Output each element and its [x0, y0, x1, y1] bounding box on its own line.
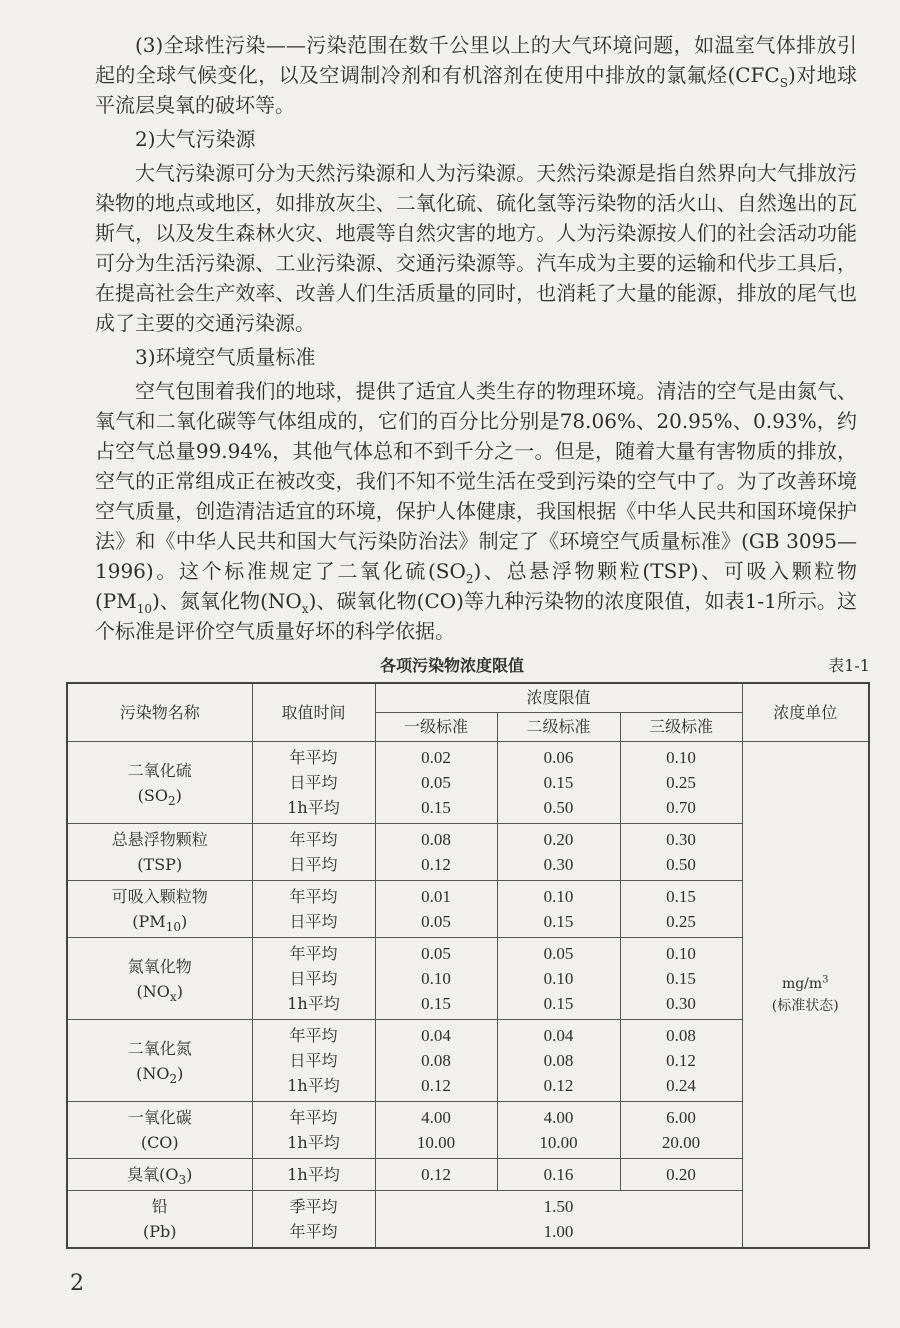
grade-g1-cell [375, 1102, 497, 1159]
limit-value: 6.00 [666, 1108, 696, 1127]
averaging-time: 日平均 [289, 912, 338, 931]
pollutant-name-cell [67, 742, 252, 824]
pollutant-name: 铅 [151, 1197, 168, 1216]
paragraph-pollution-sources: 大气污染源可分为天然污染源和人为污染源。天然污染源是指自然界向大气排放污染物的地点或地区，如排放灰尘、二氧化硫、硫化氢等污染物的活火山、自然逸出的瓦斯气，以及发生森林火灾、地震等自然灾害的地方。人为污染源按人们的社会活动功能可分为生活污染源、工业污染源、交通污染源等。汽车成为主要的运输和代步工具后，在提高社会生产效率、改善人们生活质量的同时，也消耗了大量的能源，排放的尾气也成了主要的交通污染源。 [95, 161, 857, 335]
superscript: 3 [822, 973, 829, 985]
limit-value: 0.70 [666, 798, 696, 817]
limit-value: 0.12 [421, 855, 451, 874]
averaging-time: 年平均 [289, 830, 338, 849]
paragraph-global-pollution [95, 30, 857, 120]
table-number: 表1-1 [828, 656, 870, 675]
limit-value: 0.20 [666, 1165, 696, 1184]
grade-g1-cell [375, 742, 497, 824]
pollutant-name-cell [67, 938, 252, 1020]
averaging-time: 季平均 [289, 1197, 338, 1216]
averaging-time-cell [252, 1191, 375, 1249]
grade-g2-cell [497, 1102, 620, 1159]
limit-value: 0.05 [421, 944, 451, 963]
limit-value: 0.12 [666, 1051, 696, 1070]
header-name: 污染物名称 [67, 683, 252, 742]
pollutant-formula: $(NO_2)$ [136, 1063, 184, 1086]
averaging-time: 年平均 [289, 1222, 338, 1241]
grade-g3-cell [620, 824, 742, 881]
formula-text: PM [138, 912, 166, 931]
subscript: 2 [169, 1071, 178, 1086]
limit-value: 0.15 [666, 887, 696, 906]
formula-text: CO [147, 1133, 173, 1152]
subscript: 10 [165, 920, 181, 935]
text: 空气包围着我们的地球，提供了适宜人类生存的物理环境。清洁的空气是由氮气、氧气和二氧化碳等气体组成的，它们的百分比分别是78.06%、20.95%、0.93%，约占空气总量99.94%，其他气体总和不到千分之一。但是，随着大量有害物质的排放，空气的正常组成正在被改变，我们不知不觉生活在受到污染的空气中了。为了改善环境空气质量，创造清洁适宜的环境，保护人体健康，我国根据《中华人民共和国环境保护法》和《中华人民共和国大气污染防治法》制定了《环境空气质量标准》(GB 3095—1996)。这个标准规定了二氧化硫(SO [95, 379, 857, 583]
averaging-time-cell [252, 1159, 375, 1191]
averaging-time: 1h平均 [287, 994, 340, 1013]
pollutant-formula: $(NO_x)$ [136, 981, 183, 1004]
limit-value: 0.10 [543, 969, 574, 988]
grade-g2-cell [497, 824, 620, 881]
pollutant-formula: (TSP) [137, 855, 183, 874]
unit-note: (标准状态) [771, 997, 839, 1014]
limit-value: 0.10 [666, 944, 696, 963]
formula-text: TSP [143, 855, 176, 874]
averaging-time: 年平均 [289, 887, 338, 906]
grade-g3-cell [620, 1102, 742, 1159]
limit-value: 0.04 [421, 1026, 451, 1045]
section-heading-air-quality-standard: 3)环境空气质量标准 [135, 345, 316, 369]
pollutant-name: 氮氧化物 [127, 956, 192, 976]
pollutant-name-cell [67, 881, 252, 938]
limit-value: 0.15 [543, 994, 574, 1013]
pollutant-limits-table [66, 682, 870, 1249]
pollutant-name: 一氧化碳 [127, 1108, 192, 1127]
limit-value: 0.08 [543, 1051, 574, 1070]
grade-g2-cell [497, 742, 620, 824]
limit-value: 0.30 [666, 994, 696, 1013]
averaging-time-cell [252, 1102, 375, 1159]
limit-value: 0.08 [421, 1051, 451, 1070]
pollutant-formula: (Pb) [142, 1222, 177, 1241]
subscript: 3 [178, 1173, 187, 1188]
limit-value: 0.25 [666, 912, 696, 931]
limit-value: 0.50 [543, 798, 574, 817]
text: )、氮氧化物(NO [152, 589, 302, 613]
grade-g1-cell [375, 1159, 497, 1191]
page-number: 2 [70, 1271, 84, 1296]
limit-value: 0.15 [543, 773, 574, 792]
subscript: 2 [465, 572, 474, 586]
table-title: 各项污染物浓度限值 [380, 656, 525, 675]
limit-value: 0.30 [543, 855, 574, 874]
unit-value [743, 973, 869, 995]
pollutant-name: 可吸入颗粒物 [111, 887, 208, 906]
grade-g1-cell [375, 881, 497, 938]
averaging-time-cell [252, 1020, 375, 1102]
averaging-time-cell [252, 938, 375, 1020]
averaging-time-cell [252, 881, 375, 938]
subscript: S [779, 76, 788, 90]
limit-value: 0.08 [421, 830, 451, 849]
limit-value: 0.15 [543, 912, 574, 931]
pollutant-name: 总悬浮物颗粒 [111, 830, 208, 849]
grade-g3-cell [620, 881, 742, 938]
unit-cell [742, 742, 869, 1249]
grade-g2-cell [497, 1159, 620, 1191]
limit-value: 4.00 [543, 1108, 574, 1127]
pollutant-name-cell [67, 1020, 252, 1102]
section-heading-pollution-sources: 2)大气污染源 [135, 127, 256, 151]
header-time: 取值时间 [252, 683, 375, 742]
averaging-time-cell [252, 824, 375, 881]
limit-value: 0.04 [543, 1026, 574, 1045]
header-unit: 浓度单位 [742, 683, 869, 742]
limit-value: 0.12 [543, 1076, 574, 1095]
limit-value: 4.00 [421, 1108, 451, 1127]
grade-g2-cell [497, 881, 620, 938]
body-text [95, 30, 857, 646]
paragraph-air-quality-standard [95, 376, 857, 646]
grade-g3-cell [620, 1020, 742, 1102]
limit-value: 0.10 [666, 748, 696, 767]
pollutant-name-cell [67, 1159, 252, 1191]
limit-value: 0.10 [543, 887, 574, 906]
formula-text: SO [143, 785, 168, 805]
pollutant-formula: $(SO_2)$ [137, 785, 182, 808]
limit-value: 0.10 [421, 969, 451, 988]
header-limit: 浓度限值 [375, 683, 742, 713]
formula-text: NO [142, 981, 170, 1001]
grade-g1-cell [375, 1020, 497, 1102]
averaging-time: 1h平均 [287, 1076, 340, 1095]
grade-g1-cell [375, 938, 497, 1020]
limit-value: 0.30 [666, 830, 696, 849]
table-caption [66, 656, 870, 676]
limit-value: 0.20 [543, 830, 574, 849]
merged-limit-cell [375, 1191, 742, 1249]
limit-value: 10.00 [539, 1133, 578, 1152]
limit-value: 0.15 [421, 994, 451, 1013]
subscript: x [169, 989, 177, 1004]
averaging-time: 年平均 [289, 1108, 338, 1127]
grade-g3-cell [620, 1159, 742, 1191]
pollutant-name-cell [67, 1102, 252, 1159]
formula-text: NO [142, 1063, 170, 1083]
averaging-time: 1h平均 [287, 1165, 340, 1184]
averaging-time: 日平均 [289, 1051, 338, 1070]
averaging-time: 1h平均 [287, 798, 340, 817]
averaging-time: 年平均 [289, 944, 338, 963]
pollutant-name-cell [67, 1191, 252, 1249]
header-grade2: 二级标准 [497, 713, 620, 742]
limit-value: 1.50 [543, 1197, 574, 1216]
grade-g3-cell [620, 742, 742, 824]
grade-g2-cell [497, 1020, 620, 1102]
pollutant-formula: $(PM_{10})$ [132, 912, 188, 935]
pollutant-name: 臭氧$(O_3)$ [127, 1165, 193, 1188]
limit-value: 0.08 [666, 1026, 696, 1045]
averaging-time: 年平均 [289, 748, 338, 767]
averaging-time: 日平均 [289, 773, 338, 792]
limit-value: 0.12 [421, 1076, 451, 1095]
limit-value: 0.05 [421, 912, 451, 931]
limit-value: 1.00 [543, 1222, 574, 1241]
subscript: 2 [167, 793, 176, 808]
unit-text: mg/m [781, 975, 823, 992]
limit-value: 0.02 [421, 748, 451, 767]
grade-g1-cell [375, 824, 497, 881]
pollutant-name-cell [67, 824, 252, 881]
limit-value: 0.15 [421, 798, 451, 817]
limit-value: 0.12 [421, 1165, 451, 1184]
averaging-time: 1h平均 [287, 1133, 340, 1152]
pollutant-name-text: 臭氧(O [127, 1165, 179, 1184]
header-grade3: 三级标准 [620, 713, 742, 742]
averaging-time-cell [252, 742, 375, 824]
text: (3)全球性污染——污染范围在数千公里以上的大气环境问题，如温室气体排放引起的全球气候变化，以及空调制冷剂和有机溶剂在使用中排放的氯氟烃(CFC [95, 33, 857, 87]
averaging-time: 日平均 [289, 969, 338, 988]
text: )、总悬浮物颗粒(TSP)、可吸入颗粒物(PM [95, 559, 857, 613]
limit-value: 0.05 [543, 944, 574, 963]
text: )对地球平流层臭氧的破坏等。 [95, 63, 857, 117]
subscript: x [301, 602, 309, 616]
pollutant-formula: (CO) [140, 1133, 179, 1152]
header-grade1: 一级标准 [375, 713, 497, 742]
formula-text: Pb [149, 1222, 171, 1241]
pollutant-name: 二氧化硫 [127, 760, 192, 780]
table-row [67, 742, 869, 824]
grade-g3-cell [620, 938, 742, 1020]
limit-value: 0.24 [666, 1076, 696, 1095]
limit-value: 0.25 [666, 773, 696, 792]
averaging-time: 年平均 [289, 1026, 338, 1045]
averaging-time: 日平均 [289, 855, 338, 874]
limit-value: 0.06 [543, 748, 574, 767]
limit-value: 20.00 [661, 1133, 701, 1152]
limit-value: 0.16 [543, 1165, 574, 1184]
grade-g2-cell [497, 938, 620, 1020]
limit-value: 0.01 [421, 887, 451, 906]
pollutant-name: 二氧化氮 [127, 1038, 192, 1058]
limit-value: 0.15 [666, 969, 696, 988]
text: )、碳氧化物(CO)等九种污染物的浓度限值，如表1-1所示。这个标准是评价空气质量好坏的科学依据。 [95, 589, 857, 643]
subscript: 10 [136, 602, 153, 616]
limit-value: 10.00 [416, 1133, 456, 1152]
limit-value: 0.05 [421, 773, 451, 792]
limit-value: 0.50 [666, 855, 696, 874]
